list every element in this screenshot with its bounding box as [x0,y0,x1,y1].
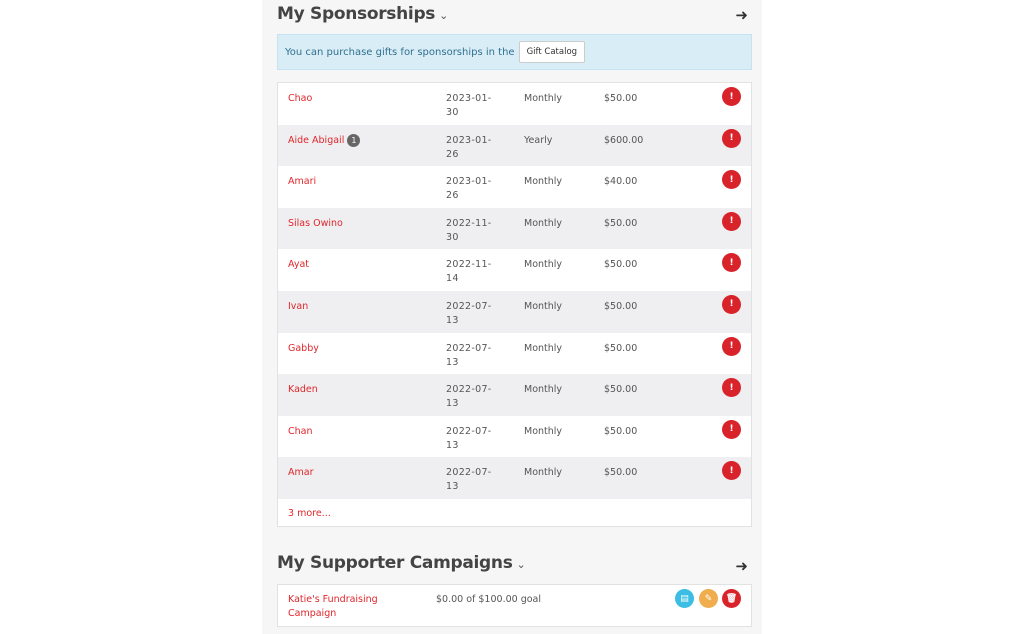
sponsorship-date: 2022-07-13 [446,384,492,410]
sponsorship-name[interactable]: Chao [288,93,313,104]
sponsorship-name[interactable]: Silas Owino [288,217,343,229]
sponsorship-row [278,457,751,499]
sponsorship-name[interactable]: Gabby [288,342,319,354]
sponsorship-name[interactable]: Kaden [288,384,318,396]
notification-badge: 1 [347,134,360,147]
sponsorship-frequency: Yearly [524,134,553,146]
sponsorship-amount: $600.00 [604,134,644,146]
sponsorship-row [278,125,751,167]
sponsorship-amount: $50.00 [604,342,638,354]
trash-icon[interactable]: 🗑 [722,589,741,608]
sponsorship-date: 2022-11-14 [446,259,492,285]
sponsorship-date: 2022-07-13 [446,467,492,493]
info-icon[interactable]: ! [722,212,741,231]
arrow-right-icon[interactable]: ➜ [735,6,748,24]
campaigns-heading[interactable]: My Supporter Campaigns ⌄ [277,553,526,573]
sponsorship-amount: $50.00 [604,384,638,396]
sponsorship-row [278,83,751,125]
sponsorship-row [278,208,751,250]
sponsorship-row [278,333,751,375]
sponsorship-amount: $40.00 [604,176,638,188]
campaign-name[interactable]: Katie's Fundraising Campaign [288,594,378,619]
gift-catalog-alert: You can purchase gifts for sponsorships in the Gift Catalog [277,34,752,70]
info-icon[interactable]: ! [722,253,741,272]
sponsorship-row [278,416,751,458]
info-icon[interactable]: ! [722,378,741,397]
sponsorship-frequency: Monthly [524,217,563,229]
dashboard-panel [262,0,762,634]
sponsorship-date: 2023-01-26 [446,134,492,160]
sponsorship-date: 2022-07-13 [446,300,492,326]
sponsorship-amount: $50.00 [604,300,638,312]
sponsorship-amount: $50.00 [604,425,638,437]
sponsorship-row [278,249,751,291]
info-icon[interactable]: ! [722,461,741,480]
chevron-down-icon: ⌄ [439,9,449,22]
sponsorship-row [278,291,751,333]
sponsorship-amount: $50.00 [604,259,638,271]
sponsorship-row [278,166,751,208]
edit-icon[interactable]: ✎ [699,589,718,608]
sponsorship-amount: $50.00 [604,217,638,229]
sponsorship-date: 2022-07-13 [446,425,492,451]
sponsorship-amount: $50.00 [604,467,638,479]
sponsorship-date: 2022-07-13 [446,342,492,368]
sponsorship-amount: $50.00 [604,93,638,104]
campaign-progress: $0.00 of $100.00 goal [436,594,542,605]
sponsorship-frequency: Monthly [524,384,563,396]
sponsorship-frequency: Monthly [524,176,563,188]
info-icon[interactable]: ! [722,87,741,106]
info-icon[interactable]: ! [722,337,741,356]
sponsorship-frequency: Monthly [524,467,563,479]
sponsorship-name[interactable]: Ayat [288,259,310,271]
sponsorship-list [277,82,752,527]
sponsorship-name[interactable]: Amari [288,176,317,188]
sponsorship-frequency: Monthly [524,300,563,312]
arrow-right-icon[interactable]: ➜ [735,557,748,575]
card-icon[interactable]: ▤ [675,589,694,608]
info-icon[interactable]: ! [722,420,741,439]
more-link[interactable]: 3 more... [288,507,331,519]
sponsorship-name[interactable]: Amar [288,467,314,479]
sponsorship-row [278,374,751,416]
chevron-down-icon: ⌄ [516,558,526,571]
sponsorship-name[interactable]: Ivan [288,300,309,312]
gift-catalog-button[interactable]: Gift Catalog [519,41,585,63]
info-icon[interactable]: ! [722,129,741,148]
info-icon[interactable]: ! [722,295,741,314]
sponsorship-name[interactable]: Chan [288,425,313,437]
sponsorships-heading[interactable]: My Sponsorships ⌄ [277,4,449,24]
sponsorship-date: 2022-11-30 [446,217,492,243]
sponsorship-frequency: Monthly [524,259,563,271]
sponsorship-frequency: Monthly [524,425,563,437]
campaign-row [277,584,752,627]
info-icon[interactable]: ! [722,170,741,189]
sponsorship-name[interactable]: Aide Abigail 1 [288,134,360,148]
sponsorship-date: 2023-01-26 [446,176,492,202]
sponsorship-frequency: Monthly [524,93,563,104]
sponsorship-date: 2023-01-30 [446,93,492,118]
sponsorship-frequency: Monthly [524,342,563,354]
